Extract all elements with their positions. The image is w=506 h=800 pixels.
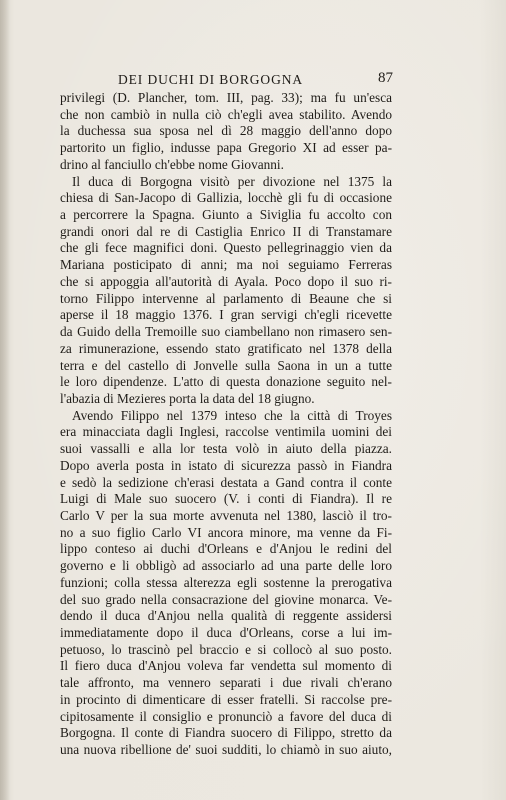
text-line: terra e del castello di Jonvelle sulla Saona in un a tutte (60, 357, 392, 373)
text-line: la duchessa sua sposa nel dì 28 maggio dell'anno dopo (60, 123, 392, 139)
text-line: za rimunerazione, essendo stato gratificato nel 1378 della (60, 340, 392, 356)
text-line: suoi vassalli e alla lor testa volò in aiuto della piazza. (60, 441, 392, 457)
text-line: Carlo V per la sua morte avvenuta nel 1380, lasciò il tro- (60, 507, 392, 523)
text-line: partorito un figlio, indusse papa Gregorio XI ad esser pa- (60, 140, 392, 156)
text-line: funzioni; colla stessa alterezza egli sostenne la prerogativa (60, 574, 392, 590)
text-line: da Guido della Tremoille suo ciambellano non rimasero sen- (60, 324, 392, 340)
text-line: le loro dipendenze. L'atto di questa donazione seguito nel- (60, 374, 392, 390)
text-line: torno Filippo intervenne al parlamento di Beaune che si (60, 290, 392, 306)
text-line: Il fiero duca d'Anjou voleva far vendetta sul momento di (60, 658, 392, 674)
text-line: governo e li obbligò ad associarlo ad una parte delle loro (60, 558, 392, 574)
text-line: grandi onori dal re di Castiglia Enrico II di Transtamare (60, 223, 392, 239)
body-text (60, 90, 392, 759)
text-line: Mariana posticipato di anni; ma noi seguiamo Ferreras (60, 257, 392, 273)
text-line: privilegi (D. Plancher, tom. III, pag. 33); ma fu un'esca (60, 90, 392, 105)
text-line: Avendo Filippo nel 1379 inteso che la città di Troyes (72, 407, 392, 423)
text-line: era minacciata dagli Inglesi, raccolse ventimila uomini dei (60, 424, 392, 440)
text-line: lippo conteso ai duchi d'Orleans e d'Anjou le redini del (60, 541, 392, 557)
text-line: Borgogna. Il conte di Fiandra suocero di Filippo, stretto da (60, 725, 392, 741)
page-header (60, 70, 392, 90)
text-line: e sedò la sedizione ch'erasi destata a Gand contra il conte (60, 474, 392, 490)
text-line: l'abazia di Mezieres porta la data del 18 giugno. (60, 390, 315, 406)
text-line: a percorrere la Spagna. Giunto a Siviglia fu accolto con (60, 207, 392, 223)
page-number: 87 (378, 70, 393, 86)
page-gutter-shadow (0, 0, 10, 800)
text-line: aperse il 18 maggio 1376. I gran servigi ch'egli ricevette (60, 307, 392, 323)
text-line: del suo grado nella consacrazione del giovine monarca. Ve- (60, 591, 392, 607)
text-line: petuoso, lo trascinò pel braccio e si collocò al suo posto. (60, 641, 392, 657)
text-line: Luigi di Male suo suocero (V. i conti di Fiandra). Il re (60, 491, 392, 507)
text-line: che non cambiò in nulla ciò ch'egli avea stabilito. Avendo (60, 106, 392, 122)
text-line: tale affronto, ma vennero separati i due rivali ch'erano (60, 675, 392, 691)
text-line: immediatamente dopo il duca d'Orleans, corse a lui im- (60, 625, 392, 640)
text-line: in procinto di dimenticare di esser fratelli. Si raccolse pre- (60, 691, 392, 707)
running-head: DEI DUCHI DI BORGOGNA (118, 72, 304, 87)
text-line: no a suo figlio Carlo VI ancora minore, ma venne da Fi- (60, 524, 392, 540)
text-line: drino al fanciullo ch'ebbe nome Giovanni. (60, 156, 284, 172)
text-line: Il duca di Borgogna visitò per divozione nel 1375 la (72, 173, 392, 189)
text-line: Dopo averla posta in istato di sicurezza passò in Fiandra (60, 457, 392, 473)
text-line: che si appoggia all'autorità di Ayala. Poco dopo il suo ri- (60, 273, 392, 289)
text-line: dendo il duca d'Anjou nella qualità di reggente assidersi (60, 608, 392, 624)
text-line: cipitosamente il consiglio e pronunciò a favore del duca di (60, 708, 392, 724)
text-line: che gli fece magnifici doni. Questo pellegrinaggio vien da (60, 240, 392, 256)
text-line: chiesa di San-Jacopo di Gallizia, locchè gli fu di occasione (60, 190, 392, 206)
text-line: una nuova ribellione de' suoi sudditi, lo chiamò in suo aiuto, (60, 742, 392, 758)
